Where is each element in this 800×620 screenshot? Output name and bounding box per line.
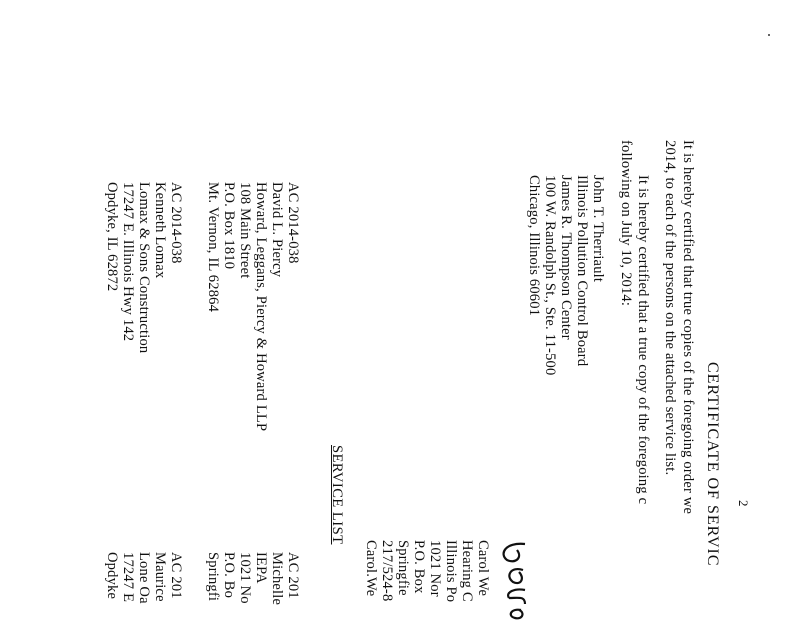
service-entry-line: 17247 E [120,552,136,603]
service-entry-line: Lomax & Sons Construction [136,182,152,354]
handwritten-signature [495,540,535,620]
service-entry-line: Maurice [152,552,168,602]
service-entry-line: AC 201 [168,552,184,599]
service-entry-line: 108 Main Street [237,182,253,279]
board-address-line: Illinois Pollution Control Board [574,175,590,367]
certificate-line-2: 2014, to each of the persons on the attached service list. [662,140,678,476]
board-address-line: 100 W. Randolph St., Ste. 11-500 [542,175,558,376]
service-entry-line: P.O. Box 1810 [221,182,237,270]
service-list-heading: SERVICE LIST [329,445,345,545]
scan-speck [768,34,770,36]
officer-line: 1021 Nor [427,540,443,597]
service-entry-line: P.O. Bo [221,552,237,599]
certificate-line-3: It is hereby certified that a true copy of the foregoing c [635,175,651,505]
service-entry-line: AC 2014-038 [168,182,184,264]
service-entry-line: Opdyke [104,552,120,600]
service-entry-line: 17247 E. Illinois Hwy 142 [120,182,136,342]
officer-line: Illinois Po [443,540,459,603]
officer-line: P.O. Box [411,540,427,594]
certificate-line-4: following on July 10, 2014: [618,140,634,307]
service-entry-line: 1021 No [237,552,253,604]
officer-line: Carol We [475,540,491,597]
service-entry-line: AC 2014-038 [285,182,301,264]
service-entry-line: Lone Oa [136,552,152,604]
service-entry-line: Howard, Leggans, Piercy & Howard LLP [253,182,269,432]
officer-line: Carol.We [363,540,379,597]
service-entry-line: Michelle [269,552,285,606]
service-entry-line: Springfi [205,552,221,602]
certificate-line-1: It is hereby certified that true copies of the foregoing order we [680,140,696,515]
service-entry-line: Opdyke, IL 62872 [104,182,120,292]
board-address-line: Chicago, Illinois 60601 [526,175,542,317]
page-number: 2 [736,500,751,507]
service-entry-line: IEPA [253,552,269,584]
service-entry-line: Mt. Vernon, IL 62864 [205,182,221,313]
service-entry-line: David L. Piercy [269,182,285,278]
certificate-title: CERTIFICATE OF SERVIC [704,362,721,567]
officer-line: Hearing C [459,540,475,602]
officer-line: Springfie [395,540,411,596]
board-address-line: John T. Therriault [590,175,606,283]
board-address-line: James R. Thompson Center [558,175,574,340]
service-entry-line: Kenneth Lomax [152,182,168,279]
officer-line: 217/524-8 [379,540,395,602]
service-entry-line: AC 201 [285,552,301,599]
